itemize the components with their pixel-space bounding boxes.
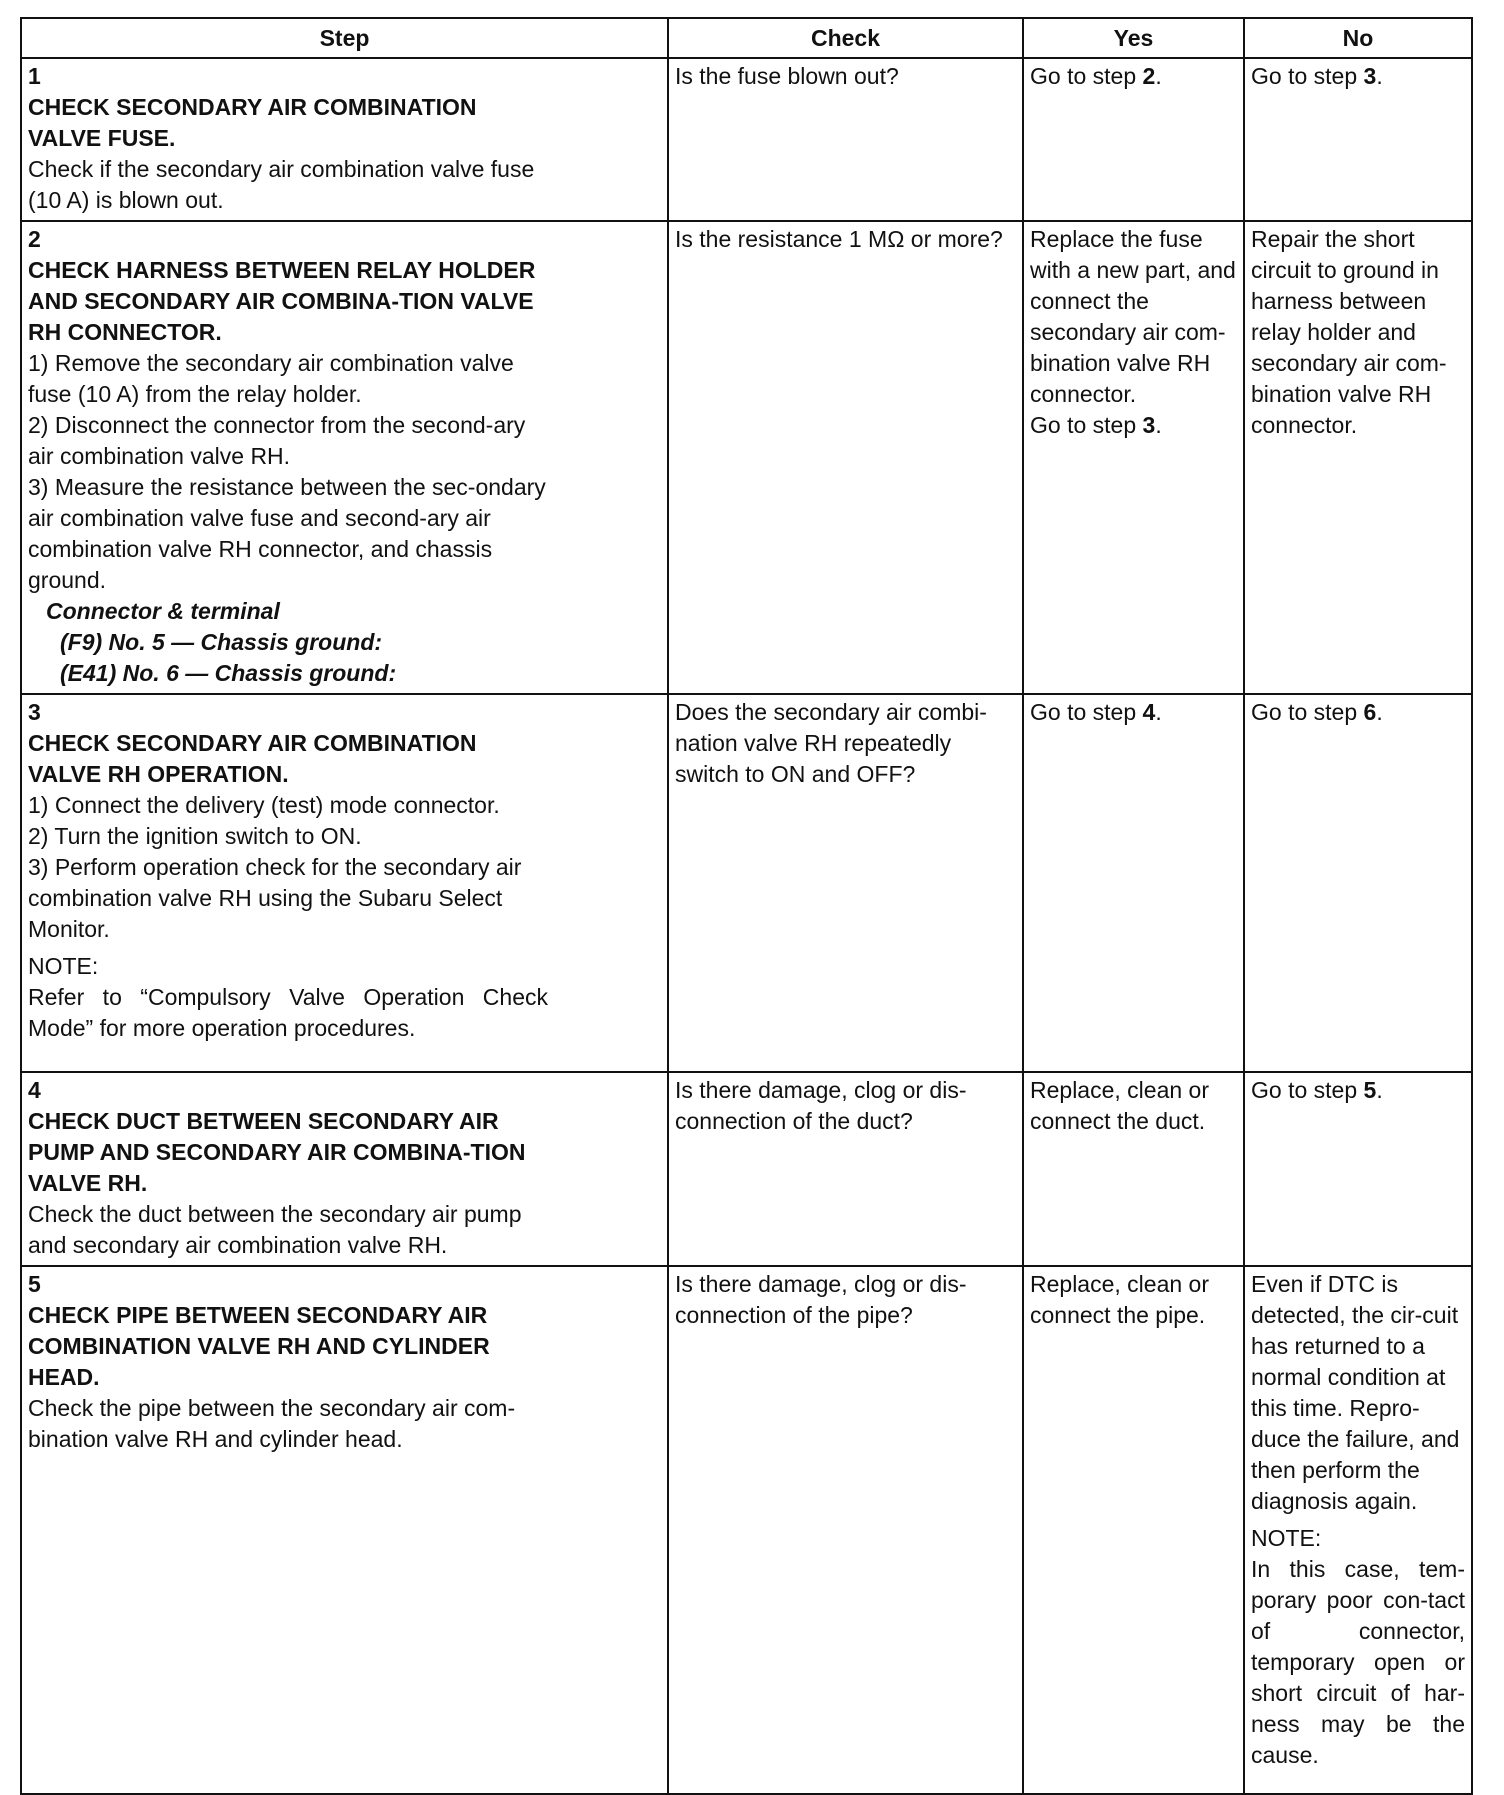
table-row bbox=[21, 694, 1472, 1072]
note-text: Refer to “Compulsory Valve Operation Check Mode” for more operation procedures. bbox=[28, 984, 548, 1041]
yes-tail: . bbox=[1155, 699, 1162, 725]
yes-goto-text: Go to step bbox=[1030, 412, 1143, 438]
step-title: CHECK HARNESS BETWEEN RELAY HOLDER AND SECONDARY AIR COMBINA-TION VALVE RH CONNECTOR. bbox=[28, 257, 536, 345]
yes-text: Go to step bbox=[1030, 63, 1143, 89]
yes-tail: . bbox=[1155, 63, 1162, 89]
step-cell bbox=[21, 1072, 668, 1266]
header-no: No bbox=[1244, 18, 1472, 58]
yes-cell: Replace, clean or connect the pipe. bbox=[1023, 1266, 1244, 1794]
note-text: In this case, tem-porary poor con-tact of connector, temporary open or short circuit of har-ness may be the cause. bbox=[1251, 1556, 1465, 1768]
table-row bbox=[21, 1072, 1472, 1266]
step-text: 3) Perform operation check for the secondary air combination valve RH using the Subaru Select Monitor. bbox=[28, 854, 522, 942]
step-title: CHECK DUCT BETWEEN SECONDARY AIR PUMP AND SECONDARY AIR COMBINA-TION VALVE RH. bbox=[28, 1108, 526, 1196]
check-cell: Is there damage, clog or dis-connection of the duct? bbox=[668, 1072, 1023, 1266]
no-text: Go to step bbox=[1251, 1077, 1364, 1103]
terminal-spec: (F9) No. 5 — Chassis ground: bbox=[60, 629, 383, 655]
yes-text: Go to step bbox=[1030, 699, 1143, 725]
note-label: NOTE: bbox=[28, 953, 99, 979]
no-cell bbox=[1244, 1072, 1472, 1266]
no-cell bbox=[1244, 1266, 1472, 1794]
no-tail: . bbox=[1376, 1077, 1383, 1103]
no-cell bbox=[1244, 58, 1472, 221]
yes-text: Replace the fuse with a new part, and connect the secondary air com-bination valve RH connector. bbox=[1030, 226, 1236, 407]
no-cell bbox=[1244, 694, 1472, 1072]
connector-subhead: Connector & terminal bbox=[46, 598, 280, 624]
no-text: Even if DTC is detected, the cir-cuit has returned to a normal condition at this time. Repro-duce the failure, and then perform the diagnosis again. bbox=[1251, 1271, 1460, 1514]
header-yes: Yes bbox=[1023, 18, 1244, 58]
table-row bbox=[21, 1266, 1472, 1794]
header-step: Step bbox=[21, 18, 668, 58]
step-number: 3 bbox=[28, 699, 41, 725]
table-row bbox=[21, 221, 1472, 694]
step-text: 3) Measure the resistance between the sec-ondary air combination valve fuse and second-ary air combination valve RH connector, and chassis ground. bbox=[28, 474, 546, 593]
step-number: 2 bbox=[28, 226, 41, 252]
yes-tail: . bbox=[1155, 412, 1162, 438]
yes-cell bbox=[1023, 58, 1244, 221]
step-number: 4 bbox=[28, 1077, 41, 1103]
step-text: Check the pipe between the secondary air com-bination valve RH and cylinder head. bbox=[28, 1395, 516, 1452]
step-text: 1) Remove the secondary air combination valve fuse (10 A) from the relay holder. bbox=[28, 350, 514, 407]
step-cell bbox=[21, 694, 668, 1072]
step-cell bbox=[21, 58, 668, 221]
header-check: Check bbox=[668, 18, 1023, 58]
yes-cell: Replace, clean or connect the duct. bbox=[1023, 1072, 1244, 1266]
step-text: 1) Connect the delivery (test) mode connector. bbox=[28, 792, 500, 818]
no-tail: . bbox=[1376, 699, 1383, 725]
diagnostic-table bbox=[20, 17, 1473, 1795]
step-cell bbox=[21, 221, 668, 694]
step-number: 1 bbox=[28, 63, 41, 89]
step-number: 5 bbox=[28, 1271, 41, 1297]
no-step-ref: 5 bbox=[1363, 1077, 1377, 1103]
yes-step-ref: 4 bbox=[1142, 699, 1156, 725]
step-title: CHECK SECONDARY AIR COMBINATION VALVE RH OPERATION. bbox=[28, 730, 477, 787]
table-row bbox=[21, 58, 1472, 221]
no-text: Go to step bbox=[1251, 699, 1364, 725]
no-step-ref: 3 bbox=[1363, 63, 1377, 89]
no-tail: . bbox=[1376, 63, 1383, 89]
no-step-ref: 6 bbox=[1363, 699, 1377, 725]
yes-step-ref: 3 bbox=[1142, 412, 1156, 438]
step-text: Check if the secondary air combination valve fuse (10 A) is blown out. bbox=[28, 156, 535, 213]
step-title: CHECK PIPE BETWEEN SECONDARY AIR COMBINATION VALVE RH AND CYLINDER HEAD. bbox=[28, 1302, 490, 1390]
terminal-spec: (E41) No. 6 — Chassis ground: bbox=[60, 660, 397, 686]
header-row bbox=[21, 18, 1472, 58]
yes-goto bbox=[1030, 410, 1237, 441]
check-cell: Is the fuse blown out? bbox=[668, 58, 1023, 221]
step-title: CHECK SECONDARY AIR COMBINATION VALVE FUSE. bbox=[28, 94, 477, 151]
step-text: 2) Turn the ignition switch to ON. bbox=[28, 823, 362, 849]
check-cell: Is the resistance 1 MΩ or more? bbox=[668, 221, 1023, 694]
step-text: Check the duct between the secondary air pump and secondary air combination valve RH. bbox=[28, 1201, 522, 1258]
step-text: 2) Disconnect the connector from the second-ary air combination valve RH. bbox=[28, 412, 526, 469]
yes-step-ref: 2 bbox=[1142, 63, 1156, 89]
note-label: NOTE: bbox=[1251, 1525, 1322, 1551]
step-cell bbox=[21, 1266, 668, 1794]
no-text: Go to step bbox=[1251, 63, 1364, 89]
check-cell: Does the secondary air combi-nation valve RH repeatedly switch to ON and OFF? bbox=[668, 694, 1023, 1072]
check-cell: Is there damage, clog or dis-connection of the pipe? bbox=[668, 1266, 1023, 1794]
yes-cell bbox=[1023, 221, 1244, 694]
yes-cell bbox=[1023, 694, 1244, 1072]
no-cell: Repair the short circuit to ground in harness between relay holder and secondary air com-bination valve RH connector. bbox=[1244, 221, 1472, 694]
